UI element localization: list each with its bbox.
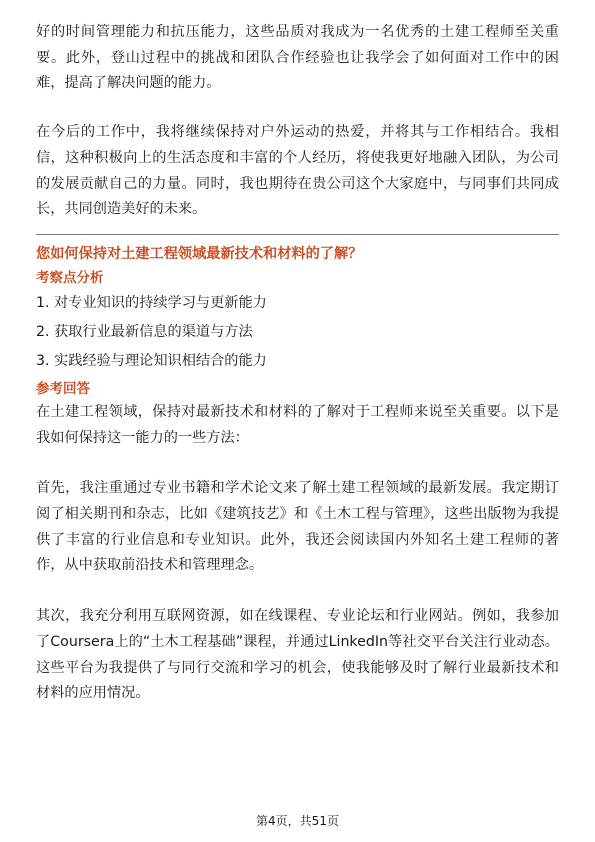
body-paragraph: 在今后的工作中，我将继续保持对户外运动的热爱，并将其与工作相结合。我相信，这种积极向上的生活态度和丰富的个人经历，将使我更好地融入团队，为公司的发展贡献自己的力量。同时，我也期待在贵公司这个大家庭中，与同事们共同成长，共同创造美好的未来。 xyxy=(36,124,559,218)
page-number: 第4页，共51页 xyxy=(256,814,339,828)
paragraph-spacer xyxy=(36,579,559,604)
analysis-list xyxy=(36,289,559,376)
analysis-point: 2. 获取行业最新信息的渠道与方法 xyxy=(36,323,253,340)
answer-paragraph: 在土建工程领域，保持对最新技术和材料的了解对于工程师来说至关重要。以下是我如何保持这一能力的一些方法： xyxy=(36,403,559,446)
analysis-point: 1. 对专业知识的持续学习与更新能力 xyxy=(36,294,267,311)
interview-question: 您如何保持对土建工程领域最新技术和材料的了解？ xyxy=(36,245,363,262)
paragraph-spacer xyxy=(36,451,559,476)
answer-paragraph: 其次，我充分利用互联网资源，如在线课程、专业论坛和行业网站。例如，我参加了Coursera上的“土木工程基础”课程，并通过LinkedIn等社交平台关注行业动态。这些平台为我提供了与同行交流和学习的机会，使我能够及时了解行业最新技术和材料的应用情况。 xyxy=(36,608,559,702)
paragraph-spacer xyxy=(36,97,559,120)
analysis-point: 3. 实践经验与理论知识相结合的能力 xyxy=(36,352,267,369)
analysis-heading: 考察点分析 xyxy=(36,269,104,286)
page-content xyxy=(36,20,559,707)
section-divider xyxy=(36,234,559,235)
body-paragraph: 好的时间管理能力和抗压能力，这些品质对我成为一名优秀的土建工程师至关重要。此外，登山过程中的挑战和团队合作经验也让我学会了如何面对工作中的困难，提高了解决问题的能力。 xyxy=(36,24,559,92)
answer-heading: 参考回答 xyxy=(36,380,90,397)
answer-paragraph: 首先，我注重通过专业书籍和学术论文来了解土建工程领域的最新发展。我定期订阅了相关期刊和杂志，比如《建筑技艺》和《土木工程与管理》，这些出版物为我提供了丰富的行业信息和专业知识。此外，我还会阅读国内外知名土建工程师的著作，从中获取前沿技术和管理理念。 xyxy=(36,480,559,574)
